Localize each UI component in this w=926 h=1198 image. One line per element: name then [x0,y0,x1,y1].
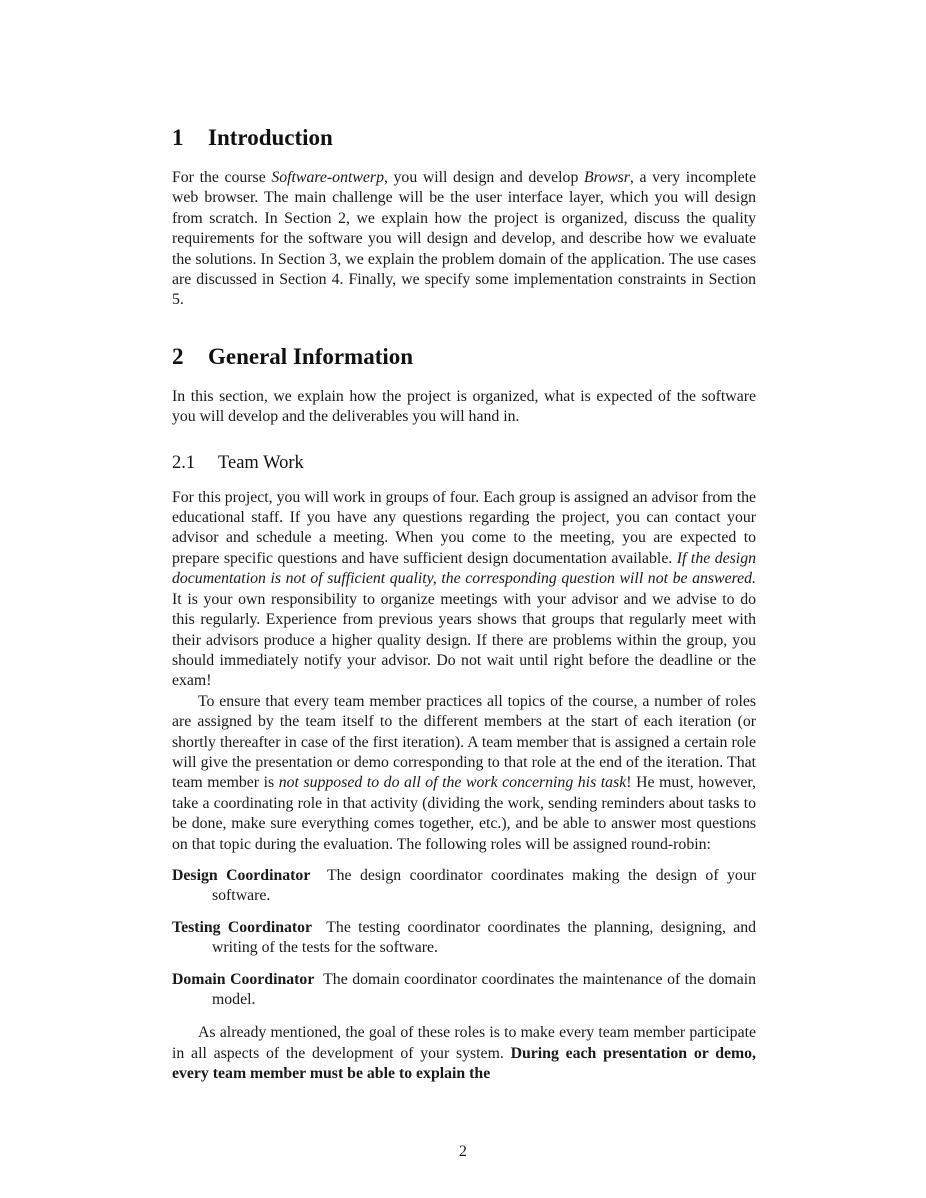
role-term: Domain Coordinator [172,970,315,988]
team-work-text-1a: For this project, you will work in groups of four. Each group is assigned an advisor from the educational staff. If you have any questions regarding the project, you can contact your advisor and schedule a meeting. When you come to the meeting, you are expected to prepare specific questions and have sufficient design documentation available. [172,488,756,567]
team-work-emphasis-1: If the design documentation is not of sufficient quality, the corresponding question will not be answered. [172,549,756,588]
team-work-emphasis-2: not supposed to do all of the work concerning his task [278,774,627,792]
general-information-paragraph: In this section, we explain how the project is organized, what is expected of the software you will develop and the deliverables you will hand in. [172,387,756,426]
role-term: Testing Coordinator [172,918,313,936]
introduction-paragraph [172,168,756,311]
intro-text-2: , you will design and develop [383,169,584,186]
role-description: The domain coordinator coordinates the maintenance of the domain model. [212,970,756,1008]
subsection-number: 2.1 [172,452,196,473]
intro-text-3: , a very incomplete web browser. The main challenge will be the user interface layer, which you will design from scratch. In Section 2, we explain how the project is organized, discuss the quality requirements for the software you will design and develop, and describe how we evaluate the solutions. In Section 3, we explain the problem domain of the application. The use cases are discussed in Section 4. Finally, we specify some implementation constraints in Section 5. [172,169,756,309]
subsection-title: Team Work [218,452,304,473]
section-heading-introduction [172,122,756,154]
page-number: 2 [459,1143,467,1160]
product-name: Browsr [583,169,630,186]
section-title: General Information [208,343,414,369]
team-work-text-2b: ! He must, however, take a coordinating role in that activity (dividing the work, sending reminders about tasks to be done, make sure everything comes together, etc.), and be able to answer most questions on that topic during the evaluation. The following roles will be assigned round-robin: [172,774,757,853]
section-title: Introduction [208,125,333,150]
team-work-text-1b: It is your own responsibility to organize meetings with your advisor and we advise to do this regularly. Experience from previous years shows that groups that regularly meet with their advisors produce a higher quality design. If there are problems within the group, you should immediately notify your advisor. Do not wait until right before the deadline or the exam! [172,590,756,690]
role-design-coordinator [172,866,756,907]
role-description: The testing coordinator coordinates the planning, designing, and writing of the tests for the software. [212,918,756,957]
section-number: 1 [172,125,184,150]
team-work-text-2a: To ensure that every team member practices all topics of the course, a number of roles are assigned by the team itself to the different members at the start of each iteration (or shortly thereafter in case of the first iteration). A team member that is assigned a certain role will give the presentation or demo corresponding to that role at the end of the iteration. That team member is [172,692,756,792]
role-description: The design coordinator coordinates making the design of your software. [212,866,756,905]
page-content [172,122,756,1085]
course-name: Software-ontwerp [271,169,384,186]
team-work-paragraph-3 [172,1023,756,1084]
role-testing-coordinator [172,918,756,959]
team-work-paragraph-2 [172,692,756,855]
role-term: Design Coordinator [172,866,311,884]
team-work-bold-3: During each presentation or demo, every team member must be able to explain the [172,1044,757,1083]
section-heading-general-information [172,341,756,373]
role-domain-coordinator [172,970,756,1011]
subsection-heading-team-work [172,450,756,476]
section-number: 2 [172,343,184,369]
team-work-text-3a: As already mentioned, the goal of these roles is to make every team member participate in all aspects of the development of your system. [172,1024,756,1062]
intro-text-1: For the course [172,169,272,186]
team-work-paragraph-1 [172,488,756,692]
